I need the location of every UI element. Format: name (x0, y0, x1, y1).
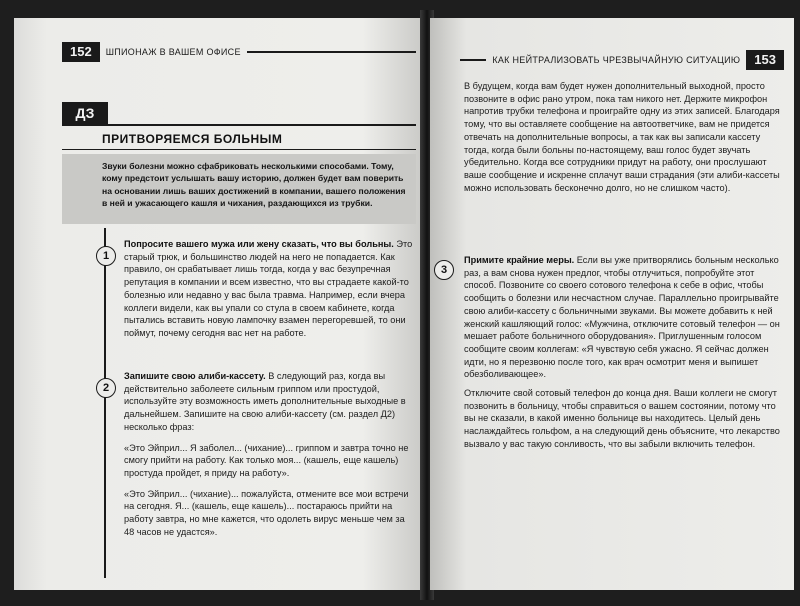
right-running-head (460, 50, 784, 70)
item-2-body: В следующий раз, когда вы действительно заболеете сильным гриппом или простудой, используйте эту возможность иметь дополнительные выходные в дальнейшем. Запишите на свою алиби-кассету (см. раздел Д2) несколько фраз: (124, 371, 406, 432)
item-3-text (464, 254, 782, 457)
left-page (14, 18, 424, 590)
right-header-rule (460, 59, 486, 61)
item-2-text (124, 370, 416, 544)
continuation-text: В будущем, когда вам будет нужен дополнительный выходной, просто позвоните в офис рано утром, пока там никого нет. Держите микрофон напротив трубки телефона и проиграйте одну из этих записей. Благодаря тому, что вы оставляете сообщение на автоответчике, вам не придется отвечать на дополнительные вопросы, а так как вы записали кассету тогда, когда были больны по-настоящему, ваш голос будет звучать убедительно. Когда все сотрудники придут на работу, они прослушают ваше сообщение и искренне сплачут ваши страдания (эти алиби-кассеты можно использовать бесконечно долго, но не слишком часто). (464, 81, 780, 193)
right-page (430, 18, 794, 590)
quote-2: «Это Эйприл... (чихание)... пожалуйста, отмените все мои встречи на сегодня. Я... (кашель, еще кашель)... постараюсь прийти на работу завтра, но мне кажется, что одолеть вирус меньше чем за 48 часов не удастся». (124, 488, 409, 537)
left-page-number: 152 (62, 42, 100, 62)
item-number-1: 1 (96, 246, 116, 266)
item-3-body: Если вы уже притворялись больным несколько раз, а вам снова нужен предлог, чтобы отлучиться, попробуйте этот способ. Позвоните со своего сотового телефона к себе в офис, чтобы сообщить о болезни или несчастном случае. Параллельно проигрывайте свою алиби-кассету с больничными звуками. Вы можете добавить к ней женский кашляющий голос: «Мужчина, отключите сотовый телефон — он мешает работе больничного оборудования». Приглушенным голосом сообщите своим коллегам: «Я чувствую себя ужасно. Я сейчас должен идти, но я перезвоню после того, как врач осмотрит меня и выпишет обезболивающее». (464, 255, 780, 380)
left-header-rule (247, 51, 416, 53)
right-running-title: КАК НЕЙТРАЛИЗОВАТЬ ЧРЕЗВЫЧАЙНУЮ СИТУАЦИЮ (492, 55, 741, 65)
left-running-title: ШПИОНАЖ В ВАШЕМ ОФИСЕ (105, 47, 241, 57)
item-1-body: Это старый трюк, и большинство людей на него не попадается. Как правило, он срабатывает лишь тогда, когда у вас безупречная репутация в компании и всем известно, что вы страдаете какой-то болезнью или недавно у вас была травма. Например, если вчера коллеги видели, как вы упали со стула в своем кабинете, когда пытались вставить новую лампочку взамен перегоревшей, то они поймут, почему сегодня вас нет на работе. (124, 239, 413, 338)
quote-1: «Это Эйприл... Я заболел... (чихание)... гриппом и завтра точно не смогу прийти на работу. Как только моя... (кашель, еще кашель) простуда пройдет, я приду на работу». (124, 442, 409, 478)
item-number-2: 2 (96, 378, 116, 398)
item-1-lead: Попросите вашего мужа или жену сказать, что вы больны. (124, 239, 394, 249)
item-2-lead: Запишите свою алиби-кассету. (124, 371, 266, 381)
item-1-text (124, 238, 416, 346)
left-running-head (62, 42, 416, 62)
right-page-number: 153 (746, 50, 784, 70)
intro-box: Звуки болезни можно сфабриковать несколькими способами. Тому, кому предстоит услышать вашу историю, должен будет вам поверить на основании лишь ваших достижений в компании, вашего положения в ней и ужасающего кашля и чихания, раздающихся из трубки. (62, 154, 416, 224)
item-number-3: 3 (434, 260, 454, 280)
item-connector-line (104, 228, 106, 578)
item-3-lead: Примите крайние меры. (464, 255, 575, 265)
section-code: ДЗ (62, 102, 108, 124)
section-heading: ПРИТВОРЯЕМСЯ БОЛЬНЫМ (62, 124, 416, 150)
right-paragraph-1 (464, 80, 782, 200)
item-3-body-2: Отключите свой сотовый телефон до конца дня. Ваши коллеги не смогут позвонить в больницу, чтобы справиться о вашем состоянии, потому что вы не сказали, в какой именно больнице вы находитесь. Целый день наслаждайтесь гольфом, а на следующий день объясните, что лекарство вызвало у вас такую сонливость, что вы забыли включить телефон. (464, 388, 780, 449)
